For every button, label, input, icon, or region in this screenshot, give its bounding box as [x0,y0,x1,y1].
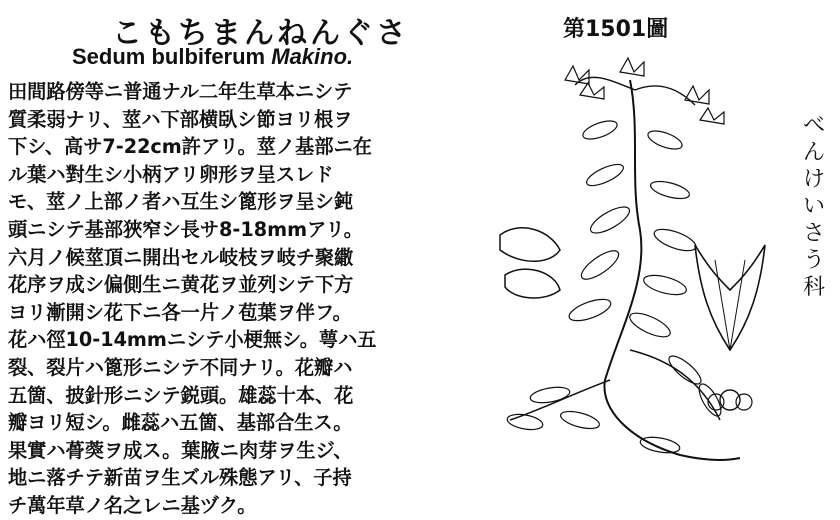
description-line: チ萬年草ノ名之レニ基ヅク。 [8,493,257,517]
botanical-illustration [480,50,780,470]
description-line: 裂、裂片ハ篦形ニシテ不同ナリ。花瓣ハ [8,355,353,379]
family-label [800,112,828,301]
description-line: 五箇、披針形ニシテ鋭頭。雄蕊十本、花 [8,383,354,407]
leaf-cluster [506,117,725,455]
family-char: べ [802,113,825,138]
calyx-detail [695,245,765,350]
latin-binomial: Sedum bulbiferum [72,44,266,69]
description-line: 花ハ徑10-14mmニシテ小梗無シ。萼ハ五 [8,328,377,352]
description-line: 地ニ落チテ新苗ヲ生ズル殊態アリ、子持 [8,466,352,490]
description-line: 田間路傍等ニ普通ナル二年生草本ニシテ [8,80,353,103]
description-text [8,78,448,520]
author-name: Makino. [271,44,354,69]
detail-leaf [500,228,560,298]
plate-number: 第1501圖 [563,17,669,42]
description-line: 質柔弱ナリ、莖ハ下部横臥シ節ヨリ根ヲ [8,107,353,131]
description-line: 瓣ヨリ短シ。雌蕊ハ五箇、基部合生ス。 [8,411,353,435]
japanese-title: こもちまんねんぐさ [112,16,409,51]
description-line: 果實ハ蓇葖ヲ成ス。葉腋ニ肉芽ヲ生ジ、 [8,438,353,462]
bulbil-detail [708,390,752,410]
flower-cluster [565,58,724,124]
family-char: う [802,248,825,273]
description-line: ル葉ハ對生シ小柄アリ卵形ヲ呈スレド [8,162,334,186]
family-char: い [802,194,825,219]
description-line: ヨリ漸開シ花下ニ各一片ノ苞葉ヲ伴フ。 [8,300,352,324]
description-line: モ、莖ノ上部ノ者ハ互生シ篦形ヲ呈シ鈍 [8,190,354,214]
family-char: さ [802,221,825,246]
latin-name [72,44,353,70]
family-char: 科 [802,275,825,300]
description-line: 六月ノ候莖頂ニ開出セル岐枝ヲ岐チ聚繖 [8,245,354,269]
description-line: 下シ、高サ7-22cm許アリ。莖ノ基部ニ在 [8,135,372,159]
description-line: 頭ニシテ基部狹窄シ長サ8-18mmアリ。 [8,217,363,241]
family-char: ん [802,140,825,165]
family-char: け [802,167,825,192]
description-line: 花序ヲ成シ偏側生ニ黄花ヲ並列シテ下方 [8,273,354,297]
